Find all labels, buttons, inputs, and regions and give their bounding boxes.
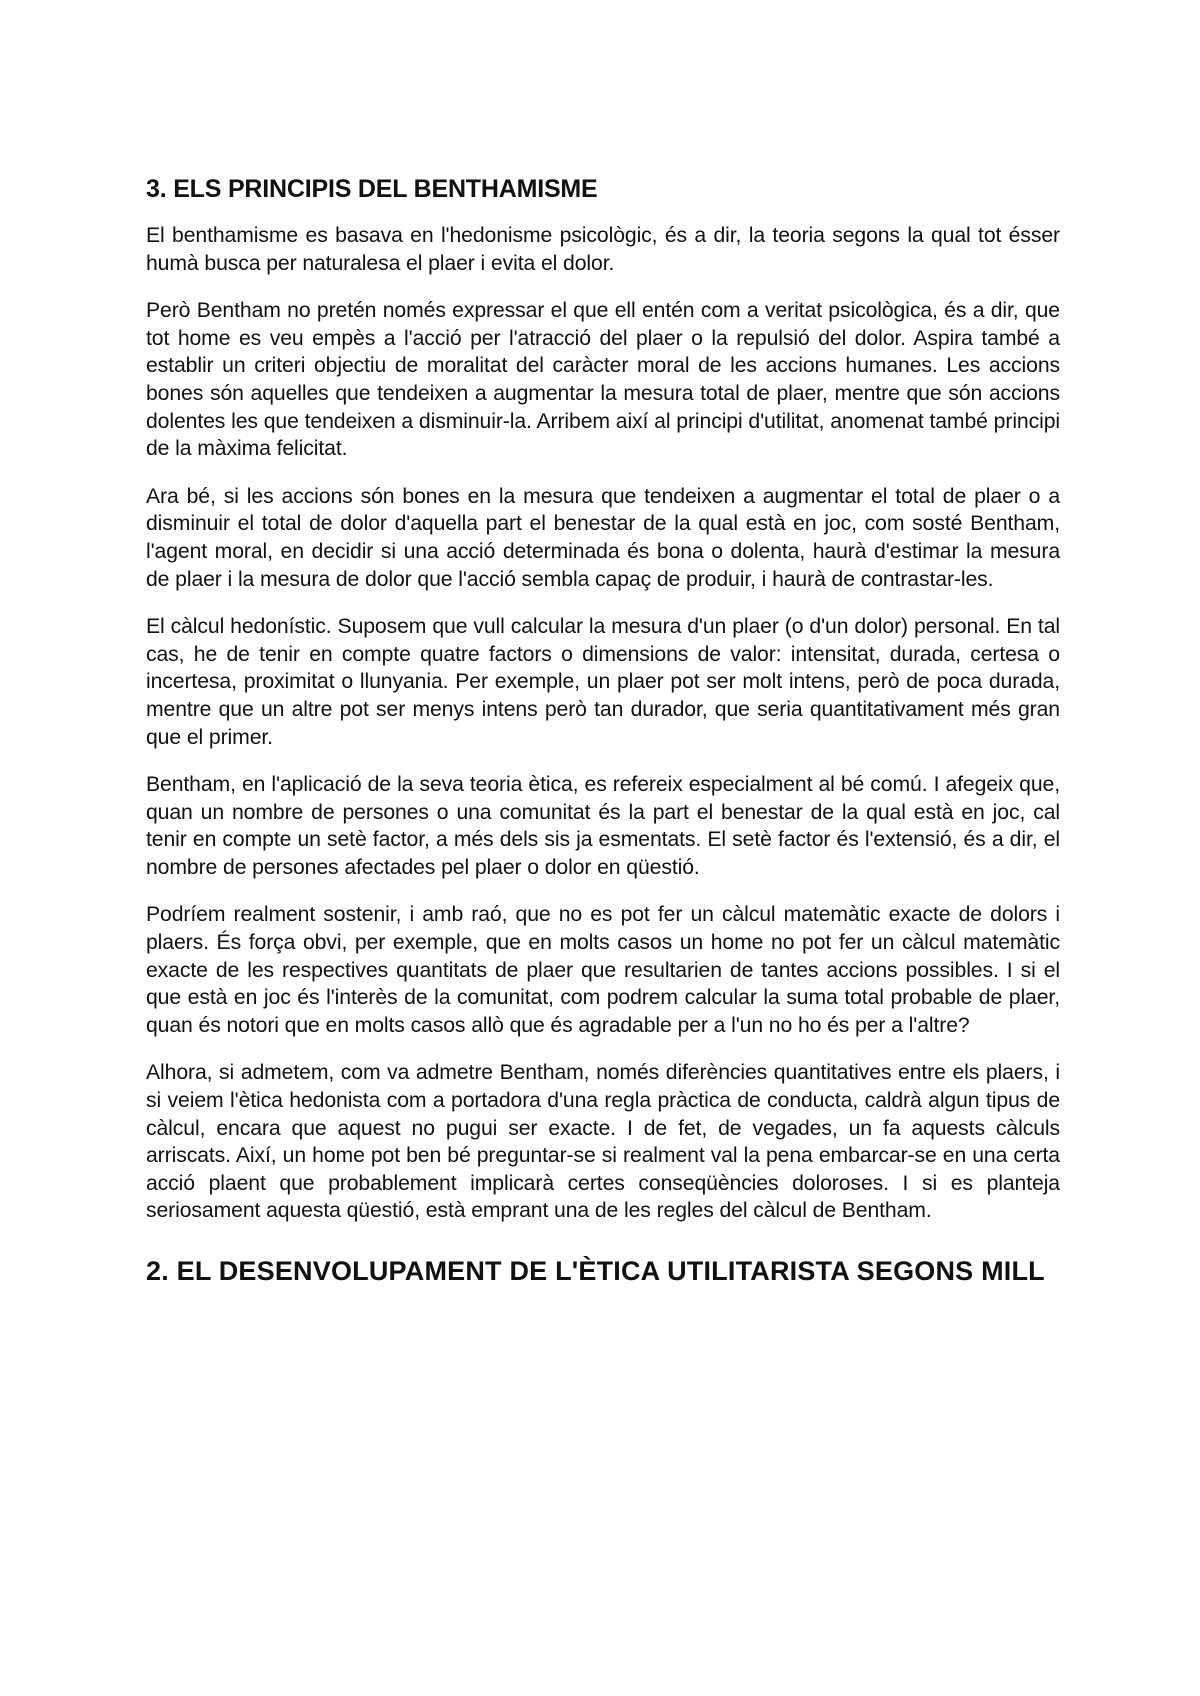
document-page <box>146 172 1060 1287</box>
paragraph: Podríem realment sostenir, i amb raó, que no es pot fer un càlcul matemàtic exacte de dolors i plaers. És força obvi, per exemple, que en molts casos un home no pot fer un càlcul matemàtic exacte de les respectives quantitats de plaer que resultarien de tantes accions possibles. I si el que està en joc és l'interès de la comunitat, com podrem calcular la suma total probable de plaer, quan és notori que en molts casos allò que és agradable per a l'un no ho és per a l'altre? <box>146 903 1060 1037</box>
paragraph: Bentham, en l'aplicació de la seva teoria ètica, es refereix especialment al bé comú. I afegeix que, quan un nombre de persones o una comunitat és la part el benestar de la qual està en joc, cal tenir en compte un setè factor, a més dels sis ja esmentats. El setè factor és l'extensió, és a dir, el nombre de persones afectades pel plaer o dolor en qüestió. <box>146 773 1060 879</box>
paragraph: El càlcul hedonístic. Suposem que vull calcular la mesura d'un plaer (o d'un dolor) personal. En tal cas, he de tenir en compte quatre factors o dimensions de valor: intensitat, durada, certesa o incertesa, proximitat o llunyania. Per exemple, un plaer pot ser molt intens, però de poca durada, mentre que un altre pot ser menys intens però tan durador, que seria quantitativament més gran que el primer. <box>146 615 1060 749</box>
paragraph: El benthamisme es basava en l'hedonisme psicològic, és a dir, la teoria segons la qual tot ésser humà busca per naturalesa el plaer i evita el dolor. <box>146 224 1060 275</box>
paragraph: Alhora, si admetem, com va admetre Bentham, només diferències quantitatives entre els plaers, i si veiem l'ètica hedonista com a portadora d'una regla pràctica de conducta, caldrà algun tipus de càlcul, encara que aquest no pugui ser exacte. I de fet, de vegades, un fa aquests càlculs arriscats. Així, un home pot ben bé preguntar-se si realment val la pena embarcar-se en una certa acció plaent que probablement implicarà certes conseqüències doloroses. I si es planteja seriosament aquesta qüestió, està emprant una de les regles del càlcul de Bentham. <box>146 1061 1060 1223</box>
paragraph: Però Bentham no pretén només expressar el que ell entén com a veritat psicològica, és a dir, que tot home es veu empès a l'acció per l'atracció del plaer o la repulsió del dolor. Aspira també a establir un criteri objectiu de moralitat del caràcter moral de les accions humanes. Les accions bones són aquelles que tendeixen a augmentar la mesura total de plaer, mentre que són accions dolentes les que tendeixen a disminuir-la. Arribem així al principi d'utilitat, anomenat també principi de la màxima felicitat. <box>146 299 1060 461</box>
section-heading-benthamisme: 3. ELS PRINCIPIS DEL BENTHAMISME <box>146 175 598 203</box>
section-heading-mill: 2. EL DESENVOLUPAMENT DE L'ÈTICA UTILITARISTA SEGONS MILL <box>146 1256 1045 1286</box>
paragraph: Ara bé, si les accions són bones en la mesura que tendeixen a augmentar el total de plaer o a disminuir el total de dolor d'aquella part el benestar de la qual està en joc, com sosté Bentham, l'agent moral, en decidir si una acció determinada és bona o dolenta, haurà d'estimar la mesura de plaer i la mesura de dolor que l'acció sembla capaç de produir, i haurà de contrastar-les. <box>146 484 1060 591</box>
